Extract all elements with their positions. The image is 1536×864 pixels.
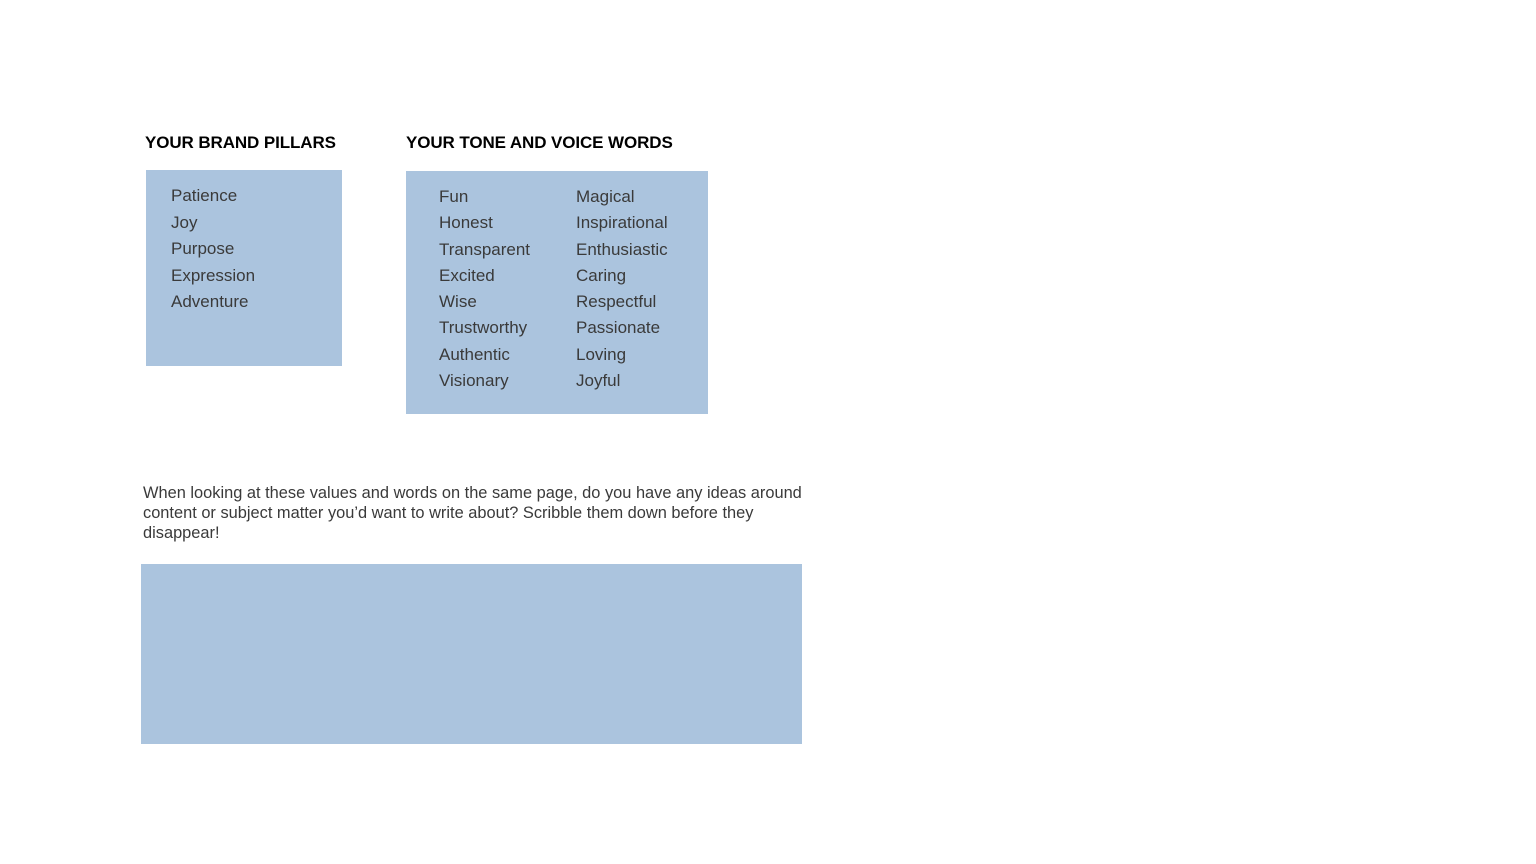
tone-word: Transparent xyxy=(439,239,531,259)
pillar-item: Joy xyxy=(171,212,198,232)
reflection-prompt: When looking at these values and words on the same page, do you have any ideas around content or subject matter you’d want to write about? Scribble them down before they disappear! xyxy=(143,484,802,542)
tone-word: Magical xyxy=(576,187,635,206)
tone-voice-heading: YOUR TONE AND VOICE WORDS xyxy=(406,133,673,152)
tone-words-column-1 xyxy=(439,187,530,397)
pillar-item: Purpose xyxy=(171,239,235,258)
brand-pillars-heading: YOUR BRAND PILLARS xyxy=(145,133,336,152)
tone-word: Trustworthy xyxy=(439,318,528,338)
tone-word: Joyful xyxy=(576,371,621,391)
tone-words-column-2 xyxy=(576,187,668,397)
tone-word: Authentic xyxy=(439,344,510,364)
tone-word: Visionary xyxy=(439,371,509,391)
pillar-item: Patience xyxy=(171,186,238,205)
tone-word: Fun xyxy=(439,187,469,206)
tone-word: Excited xyxy=(439,265,495,285)
tone-word: Enthusiastic xyxy=(576,239,668,259)
tone-word: Inspirational xyxy=(576,213,668,233)
pillar-item: Expression xyxy=(171,265,256,285)
tone-word: Respectful xyxy=(576,292,657,312)
brand-pillars-list xyxy=(171,186,255,319)
pillar-item: Adventure xyxy=(171,292,249,311)
tone-word: Wise xyxy=(439,292,477,312)
tone-word: Loving xyxy=(576,344,627,364)
tone-word: Passionate xyxy=(576,318,661,338)
tone-word: Honest xyxy=(439,213,493,233)
notes-writing-box[interactable] xyxy=(141,564,802,744)
tone-word: Caring xyxy=(576,265,627,285)
